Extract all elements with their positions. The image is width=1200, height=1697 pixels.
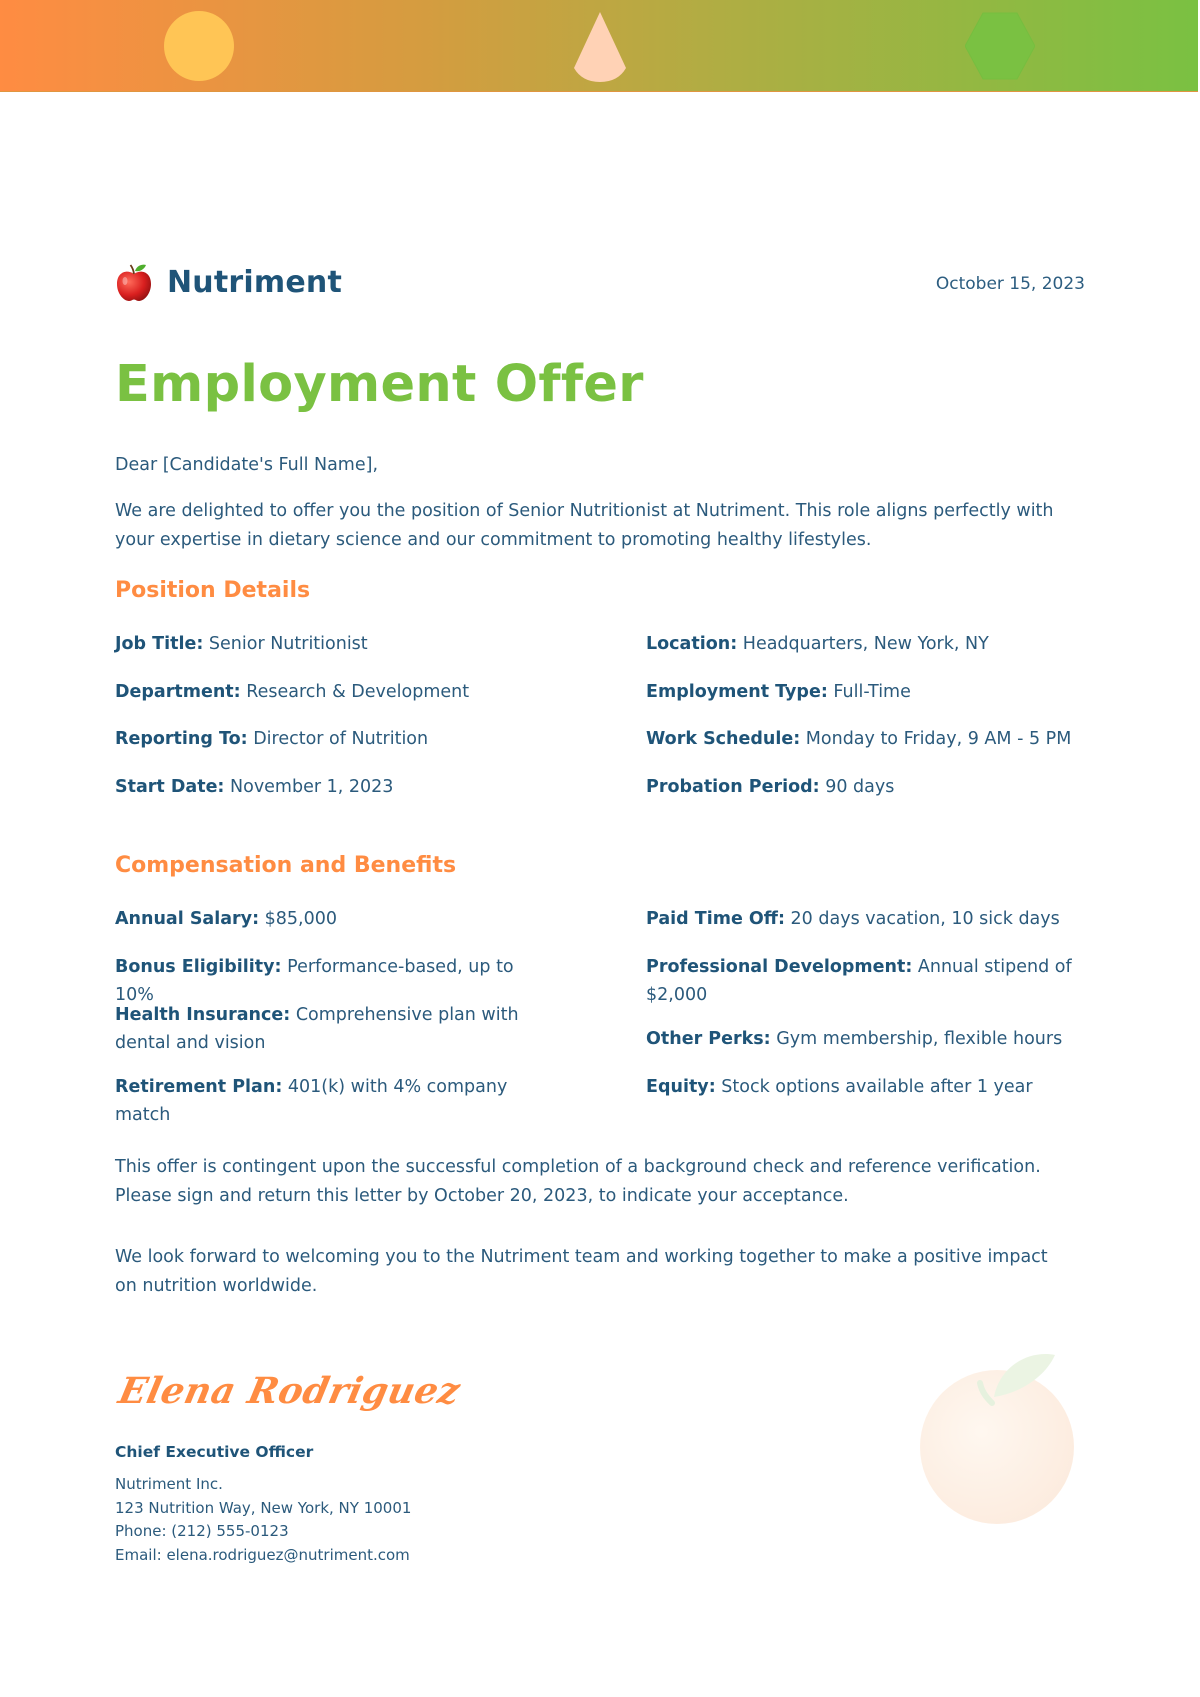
benefit-value: Performance-based, up to 10%: [115, 957, 514, 1005]
compensation-heading: Compensation and Benefits: [115, 853, 457, 878]
detail-label: Reporting To:: [115, 729, 248, 749]
benefit-value: Stock options available after 1 year: [721, 1077, 1033, 1097]
orange-fruit-icon: [920, 1335, 1090, 1530]
detail-reporting-to: [115, 725, 545, 753]
detail-job-title: [115, 630, 545, 658]
benefit-label: Bonus Eligibility:: [115, 957, 282, 977]
letterhead: [115, 262, 1085, 310]
signatory-company: Nutriment Inc.: [115, 1475, 223, 1493]
detail-label: Work Schedule:: [646, 729, 801, 749]
intro-paragraph: We are delighted to offer you the position of Senior Nutritionist at Nutriment. This role aligns perfectly with your expertise in dietary science and our commitment to promoting healthy lifestyles.: [115, 501, 1054, 550]
signatory-title: Chief Executive Officer: [115, 1443, 314, 1461]
benefit-value: $85,000: [264, 909, 338, 929]
position-details-heading: Position Details: [115, 578, 311, 603]
benefit-other-perks: [646, 1025, 1085, 1053]
detail-value: Senior Nutritionist: [208, 634, 368, 654]
brand-name: Nutriment: [167, 264, 342, 300]
hexagon-shape-icon: [965, 11, 1035, 81]
detail-value: 90 days: [825, 777, 895, 797]
greeting: Dear [Candidate's Full Name],: [115, 455, 379, 475]
detail-value: Monday to Friday, 9 AM - 5 PM: [805, 729, 1072, 749]
benefit-label: Other Perks:: [646, 1029, 771, 1049]
detail-label: Probation Period:: [646, 777, 820, 797]
benefit-paid-time-off: [646, 905, 1085, 933]
benefit-retirement-plan: [115, 1073, 545, 1129]
detail-value: November 1, 2023: [230, 777, 394, 797]
contingency-paragraph: This offer is contingent upon the successful completion of a background check and reference verification. Please sign and return this letter by October 20, 2023, to indicate your acceptance.: [115, 1157, 1041, 1206]
benefit-equity: [646, 1073, 1085, 1101]
signatory-email: Email: elena.rodriguez@nutriment.com: [115, 1545, 410, 1564]
detail-location: [646, 630, 1085, 658]
benefit-value: 20 days vacation, 10 sick days: [790, 909, 1060, 929]
signature: Elena Rodriguez: [115, 1370, 464, 1412]
brand: [115, 262, 342, 302]
signatory-contact: [115, 1473, 411, 1567]
detail-value: Headquarters, New York, NY: [742, 634, 989, 654]
benefit-annual-salary: [115, 905, 545, 933]
detail-label: Job Title:: [115, 634, 204, 654]
detail-work-schedule: [646, 725, 1085, 753]
page-title: Employment Offer: [115, 355, 644, 414]
detail-start-date: [115, 773, 545, 801]
detail-department: [115, 678, 545, 706]
benefit-professional-development: [646, 953, 1085, 1009]
benefit-value: Annual stipend of $2,000: [646, 957, 1072, 1005]
circle-shape-icon: [164, 11, 234, 81]
benefit-label: Paid Time Off:: [646, 909, 785, 929]
signatory-phone: Phone: (212) 555-0123: [115, 1522, 289, 1540]
benefit-value: Comprehensive plan with dental and vision: [115, 1005, 519, 1053]
detail-value: Director of Nutrition: [253, 729, 429, 749]
cone-shape-icon: [572, 12, 628, 82]
detail-label: Department:: [115, 682, 241, 702]
benefit-label: Retirement Plan:: [115, 1077, 283, 1097]
detail-label: Start Date:: [115, 777, 225, 797]
benefit-value: 401(k) with 4% company match: [115, 1077, 508, 1125]
detail-label: Location:: [646, 634, 738, 654]
letter-date: October 15, 2023: [935, 274, 1085, 294]
benefit-health-insurance: [115, 1001, 545, 1057]
benefit-label: Equity:: [646, 1077, 716, 1097]
header-gradient-band: [0, 0, 1198, 92]
benefit-value: Gym membership, flexible hours: [776, 1029, 1063, 1049]
detail-value: Full-Time: [833, 682, 911, 702]
benefit-label: Annual Salary:: [115, 909, 260, 929]
benefit-label: Professional Development:: [646, 957, 913, 977]
detail-label: Employment Type:: [646, 682, 828, 702]
signatory-address: 123 Nutrition Way, New York, NY 10001: [115, 1498, 412, 1517]
detail-value: Research & Development: [246, 682, 470, 702]
welcome-paragraph: We look forward to welcoming you to the Nutriment team and working together to make a positive impact on nutrition worldwide.: [115, 1247, 1048, 1296]
apple-icon: [115, 262, 153, 302]
benefit-label: Health Insurance:: [115, 1005, 291, 1025]
detail-employment-type: [646, 678, 1085, 706]
detail-probation-period: [646, 773, 1085, 801]
